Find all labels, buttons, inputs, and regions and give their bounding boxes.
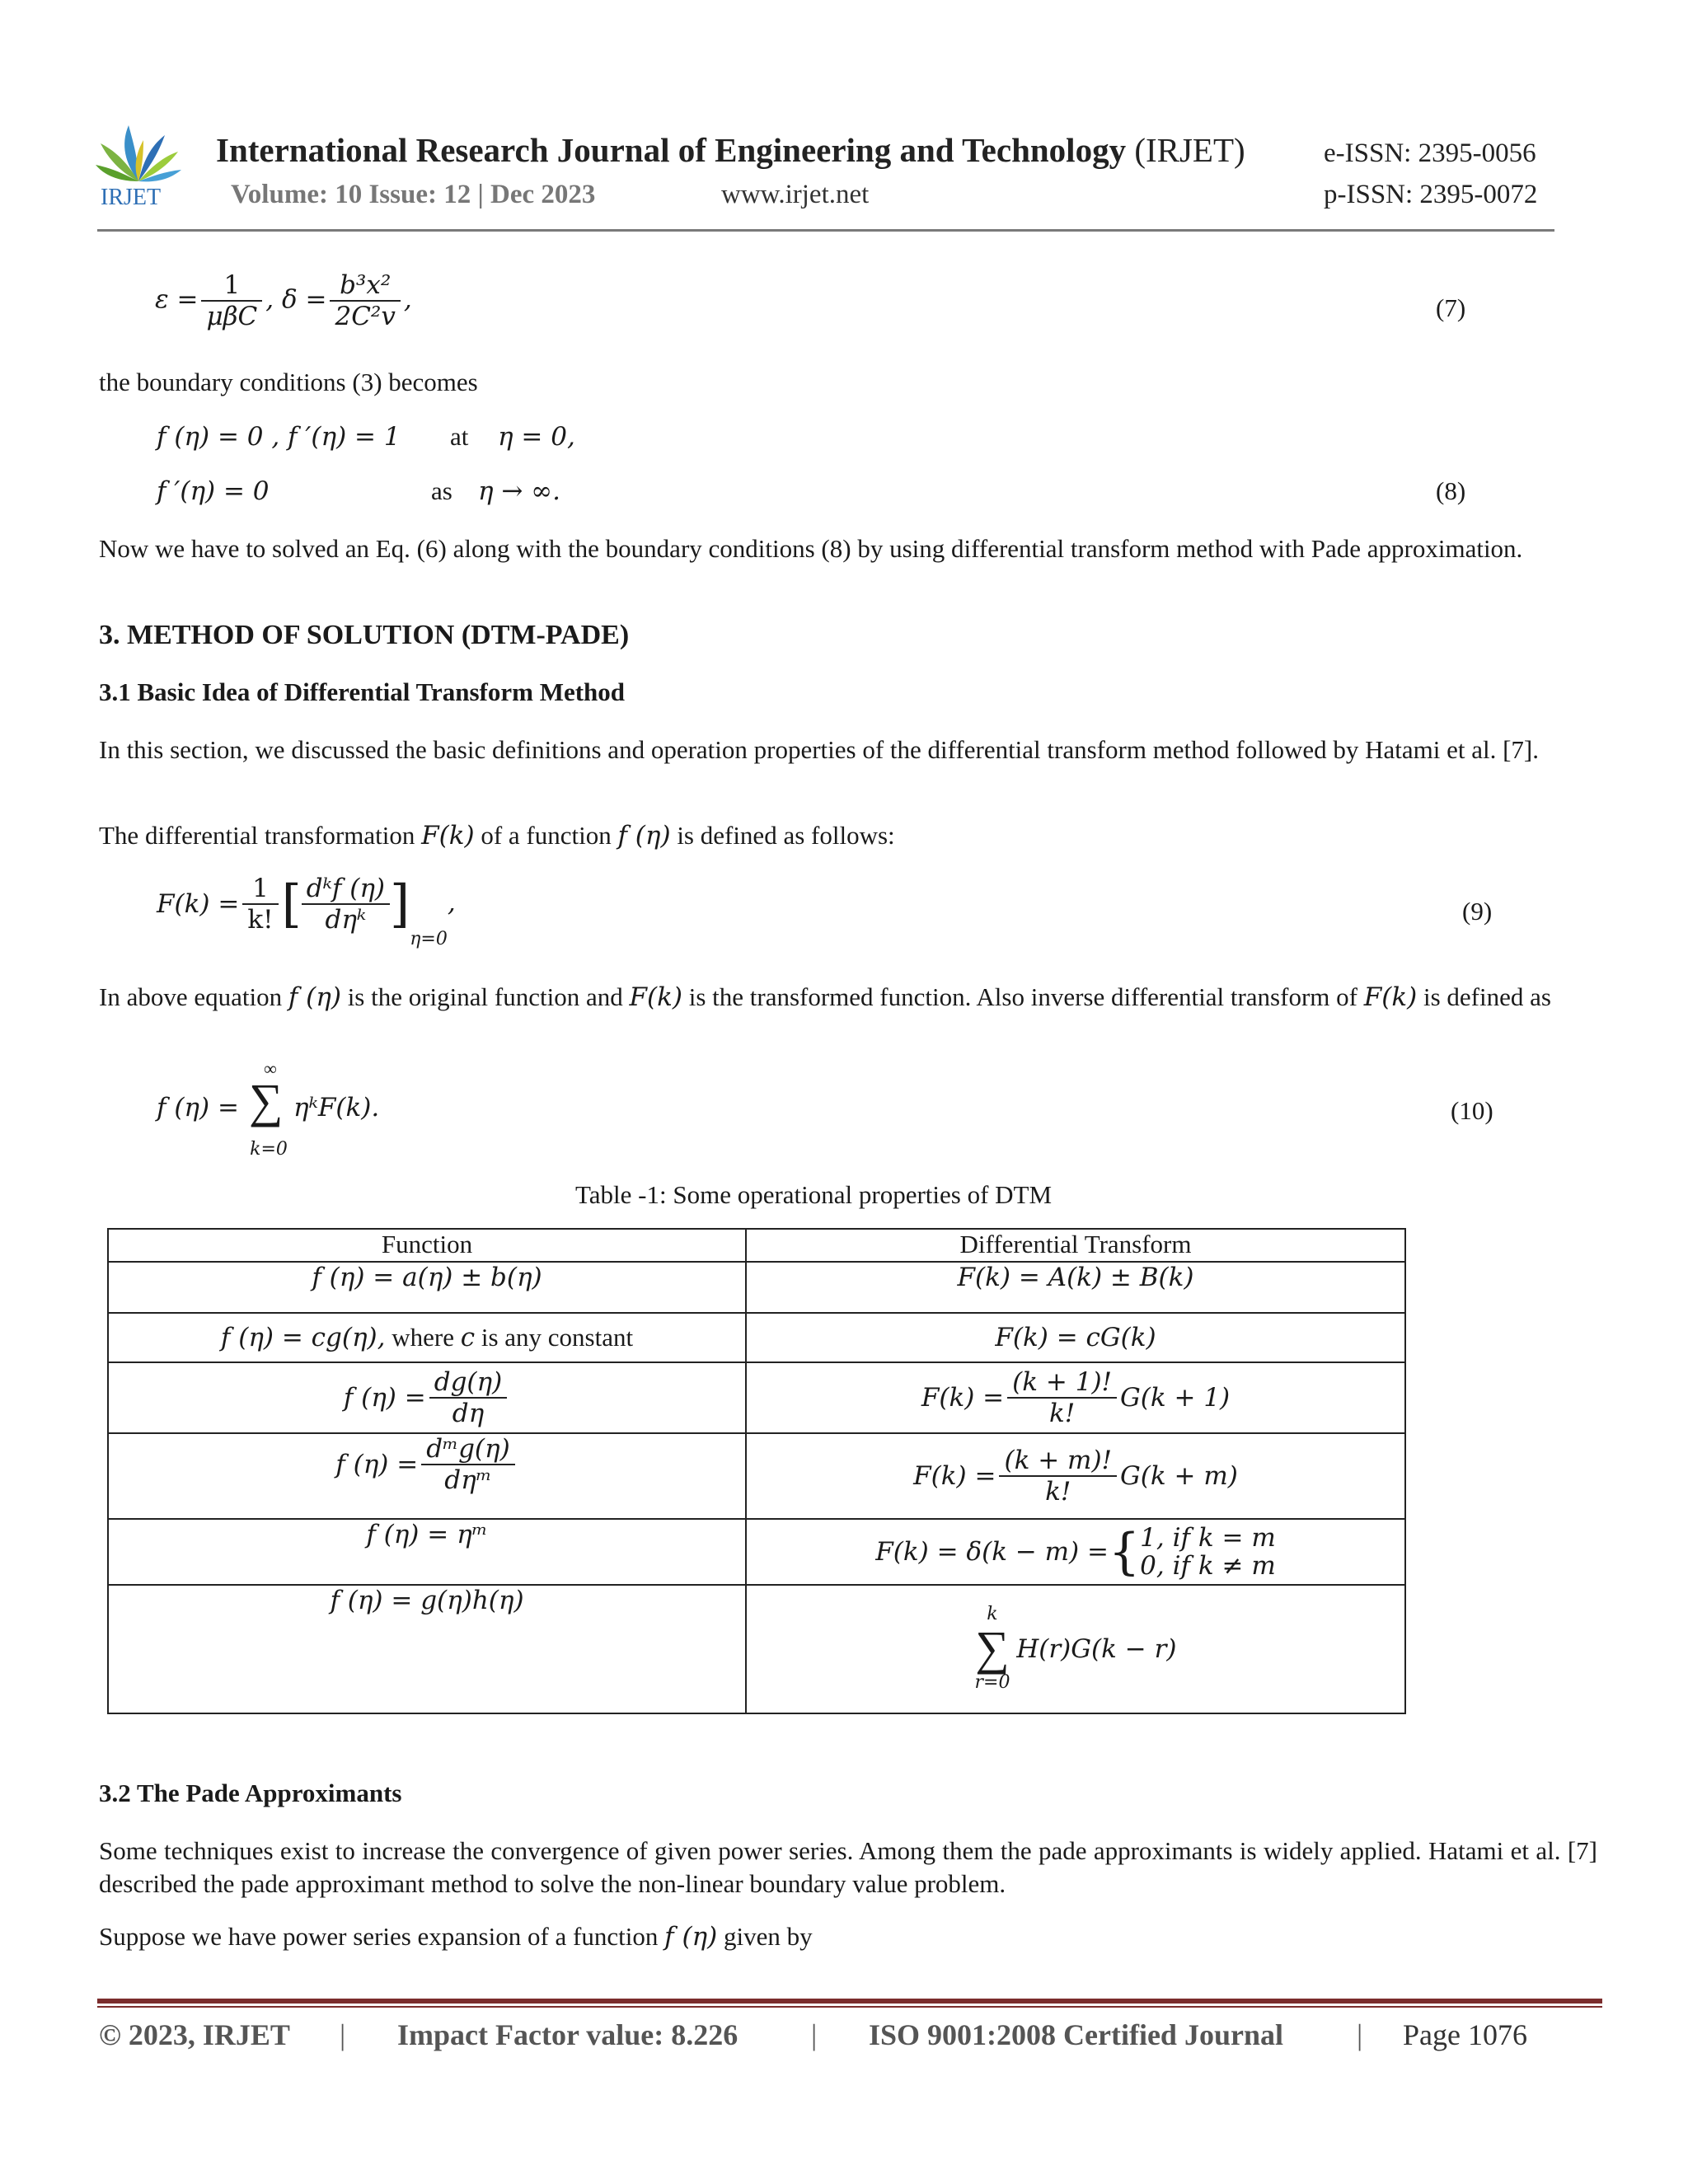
volume-line: Volume: 10 Issue: 12 | Dec 2023 — [231, 180, 596, 209]
table-row — [108, 1262, 1405, 1313]
eq8-line1-cond: η = 0, — [498, 422, 575, 452]
table-header-row — [108, 1229, 1405, 1262]
para-inverse — [99, 981, 1597, 1014]
eq7-number: (7) — [1436, 293, 1466, 322]
eq10-sum-symbol: ∑ — [249, 1074, 284, 1127]
journal-title — [216, 130, 1245, 170]
row4-f-fraction — [421, 1434, 514, 1495]
table-row — [108, 1433, 1405, 1519]
footer-separator: | — [811, 2018, 818, 2051]
para-intro: In this section, we discussed the basic definitions and operation properties of the differential transform method followed by Hatami et al. [7]. — [99, 735, 1540, 764]
footer-iso: ISO 9001:2008 Certified Journal — [869, 2018, 1283, 2051]
row5-case-2: 0, if k ≠ m — [1140, 1551, 1276, 1581]
eq8-line2-cond: η → ∞. — [478, 476, 560, 506]
row4-f-den: dηᵐ — [444, 1465, 492, 1495]
para-suppose-feta: f (η) — [664, 1922, 718, 1952]
row5-transform — [746, 1519, 1405, 1585]
row3-f-fraction — [429, 1367, 507, 1428]
eq9-end: , — [447, 888, 456, 918]
eq7-f2-den: 2C²v — [335, 302, 396, 331]
table-caption: Table -1: Some operational properties of DTM — [575, 1180, 1053, 1209]
table-row — [108, 1585, 1405, 1713]
eq10-sum-top: ∞ — [264, 1058, 277, 1079]
eq7-end: , — [403, 284, 412, 315]
section-3-heading: 3. METHOD OF SOLUTION (DTM-PADE) — [99, 620, 630, 650]
table-row — [108, 1313, 1405, 1362]
row2-f-c: c — [460, 1323, 476, 1352]
para-suppose — [99, 1920, 813, 1953]
header-rule — [97, 229, 1554, 232]
table-header-function: Function — [108, 1229, 746, 1262]
row4-f-lhs: f (η) = — [335, 1450, 419, 1479]
row4-t-rhs: G(k + m) — [1120, 1461, 1238, 1491]
journal-abbr: (IRJET) — [1134, 131, 1245, 169]
subsection-3-2-heading: 3.2 The Pade Approximants — [99, 1779, 402, 1807]
row2-f-math: f (η) = cg(η), — [220, 1323, 386, 1352]
row3-f-num: dg(η) — [429, 1367, 507, 1399]
para-def-Fk: F(k) — [421, 821, 475, 851]
row3-t-fraction — [1007, 1367, 1117, 1428]
row5-cases — [1140, 1524, 1276, 1580]
row3-t-num: (k + 1)! — [1007, 1367, 1117, 1399]
row6-t-rhs: H(r)G(k − r) — [1016, 1634, 1177, 1664]
eq9-left-bracket: [ — [281, 874, 302, 934]
table-header-transform: Differential Transform — [746, 1229, 1405, 1262]
eq9-derivative — [302, 874, 390, 935]
eq7-mid: , δ = — [265, 284, 327, 315]
eq10-rhs: ηᵏF(k). — [293, 1093, 380, 1122]
para-def-feta: f (η) — [617, 821, 671, 851]
row3-t-rhs: G(k + 1) — [1120, 1383, 1231, 1413]
row4-t-fraction — [999, 1446, 1117, 1507]
para-suppose-post: given by — [723, 1922, 813, 1951]
logo-text: IRJET — [101, 185, 162, 210]
eq7-f1-den: μβC — [206, 302, 258, 331]
para-inv-Fk: F(k) — [629, 982, 682, 1012]
row6-sum — [975, 1605, 1010, 1694]
row6-sum-top: k — [987, 1604, 998, 1624]
row1-transform: F(k) = A(k) ± B(k) — [746, 1262, 1405, 1313]
row2-transform: F(k) = cG(k) — [746, 1313, 1405, 1362]
eq9-f-den: k! — [247, 905, 274, 935]
table-row — [108, 1362, 1405, 1433]
eq8-line2-expr: f ′(η) = 0 — [157, 476, 270, 506]
row1-function: f (η) = a(η) ± b(η) — [108, 1262, 746, 1313]
eq7-fraction-2 — [330, 270, 400, 331]
eq10-number: (10) — [1451, 1096, 1493, 1125]
para-definition — [99, 819, 895, 852]
eq8-number: (8) — [1436, 476, 1466, 505]
row5-function: f (η) = ηᵐ — [108, 1519, 746, 1585]
para-def-post: is defined as follows: — [677, 821, 895, 850]
eq8-line1-at: at — [450, 422, 469, 451]
dtm-properties-table — [107, 1228, 1406, 1714]
equation-9 — [157, 874, 456, 949]
row4-t-num: (k + m)! — [999, 1446, 1117, 1477]
subsection-3-1-heading: 3.1 Basic Idea of Differential Transform Method — [99, 677, 626, 706]
para-inv-Fk2: F(k) — [1363, 982, 1418, 1012]
row4-function — [108, 1433, 746, 1519]
para-def-mid: of a function — [481, 821, 612, 850]
eq9-fraction — [242, 874, 278, 935]
eq9-lhs: F(k) = — [157, 889, 240, 919]
row6-function: f (η) = g(η)h(η) — [108, 1585, 746, 1713]
e-issn: e-ISSN: 2395-0056 — [1324, 138, 1536, 168]
journal-website-link[interactable]: www.irjet.net — [721, 180, 870, 209]
row3-t-den: k! — [1048, 1399, 1076, 1428]
irjet-logo — [92, 114, 185, 213]
para-suppose-pre: Suppose we have power series expansion of a function — [99, 1922, 659, 1951]
eq9-d-den: dηᵏ — [325, 905, 367, 935]
footer-rule — [97, 1999, 1602, 2004]
eq7-fraction-1 — [201, 270, 262, 331]
row6-sum-symbol: ∑ — [975, 1621, 1010, 1675]
row3-f-den: dη — [452, 1399, 485, 1428]
eq8-line2-as: as — [431, 476, 452, 505]
eq8-line1-expr: f (η) = 0 , f ′(η) = 1 — [157, 422, 401, 452]
row2-function — [108, 1313, 746, 1362]
eq10-sum-bottom: k=0 — [250, 1139, 288, 1160]
footer-page-number: Page 1076 — [1403, 2018, 1527, 2051]
table-row — [108, 1519, 1405, 1585]
row2-f-text2: is any constant — [475, 1323, 634, 1352]
journal-title-text: International Research Journal of Engineering and Technology — [216, 131, 1127, 169]
equation-7 — [155, 270, 412, 331]
para-inv-mid2: is the transformed function. Also inverse differential transform of — [688, 982, 1357, 1011]
row3-t-lhs: F(k) = — [921, 1383, 1005, 1413]
footer-copyright: © 2023, IRJET — [99, 2018, 290, 2051]
row4-t-den: k! — [1045, 1477, 1071, 1507]
para-def-pre: The differential transformation — [99, 821, 415, 850]
para-inv-post: is defined as — [1423, 982, 1551, 1011]
eq7-lhs: ε = — [155, 284, 199, 315]
para-pade: Some techniques exist to increase the convergence of given power series. Among them the pade approximants is widely applied. Hatami et al. [7] described the pade approximant method to solve the non-linear boundary value problem. — [99, 1836, 1597, 1898]
row5-case-1: 1, if k = m — [1140, 1523, 1276, 1553]
footer-separator: | — [340, 2018, 346, 2051]
row3-transform — [746, 1362, 1405, 1433]
row4-t-lhs: F(k) = — [913, 1461, 996, 1491]
footer-separator: | — [1357, 2018, 1363, 2051]
row2-f-text1: where — [385, 1323, 461, 1352]
eq9-d-num: dᵏf (η) — [302, 874, 390, 905]
eq9-f-num: 1 — [242, 874, 278, 905]
row3-function — [108, 1362, 746, 1433]
eq10-lhs: f (η) = — [157, 1093, 239, 1122]
footer-impact-factor: Impact Factor value: 8.226 — [397, 2018, 738, 2051]
row5-brace: { — [1108, 1523, 1141, 1581]
para-inv-pre: In above equation — [99, 982, 283, 1011]
para-inv-feta: f (η) — [288, 982, 341, 1012]
eq9-right-bracket: ] — [390, 874, 410, 934]
eq9-number: (9) — [1462, 897, 1493, 926]
row3-f-lhs: f (η) = — [343, 1383, 426, 1413]
row4-transform — [746, 1433, 1405, 1519]
eq7-f1-num: 1 — [201, 270, 262, 302]
row6-transform — [746, 1585, 1405, 1713]
row5-t-lhs: F(k) = δ(k − m) = — [875, 1537, 1109, 1567]
para-solve: Now we have to solved an Eq. (6) along with the boundary conditions (8) by using differential transform method with Pade approximation. — [99, 534, 1523, 563]
para-boundary-conditions: the boundary conditions (3) becomes — [99, 368, 478, 396]
eq7-f2-num: b³x² — [330, 270, 400, 302]
row6-sum-bottom: r=0 — [974, 1672, 1010, 1693]
row4-f-num: dᵐg(η) — [421, 1434, 514, 1465]
para-inv-mid1: is the original function and — [347, 982, 623, 1011]
footer-rule-thin — [97, 2006, 1602, 2008]
p-issn: p-ISSN: 2395-0072 — [1324, 180, 1538, 209]
eq9-subscript: η=0 — [410, 928, 448, 949]
